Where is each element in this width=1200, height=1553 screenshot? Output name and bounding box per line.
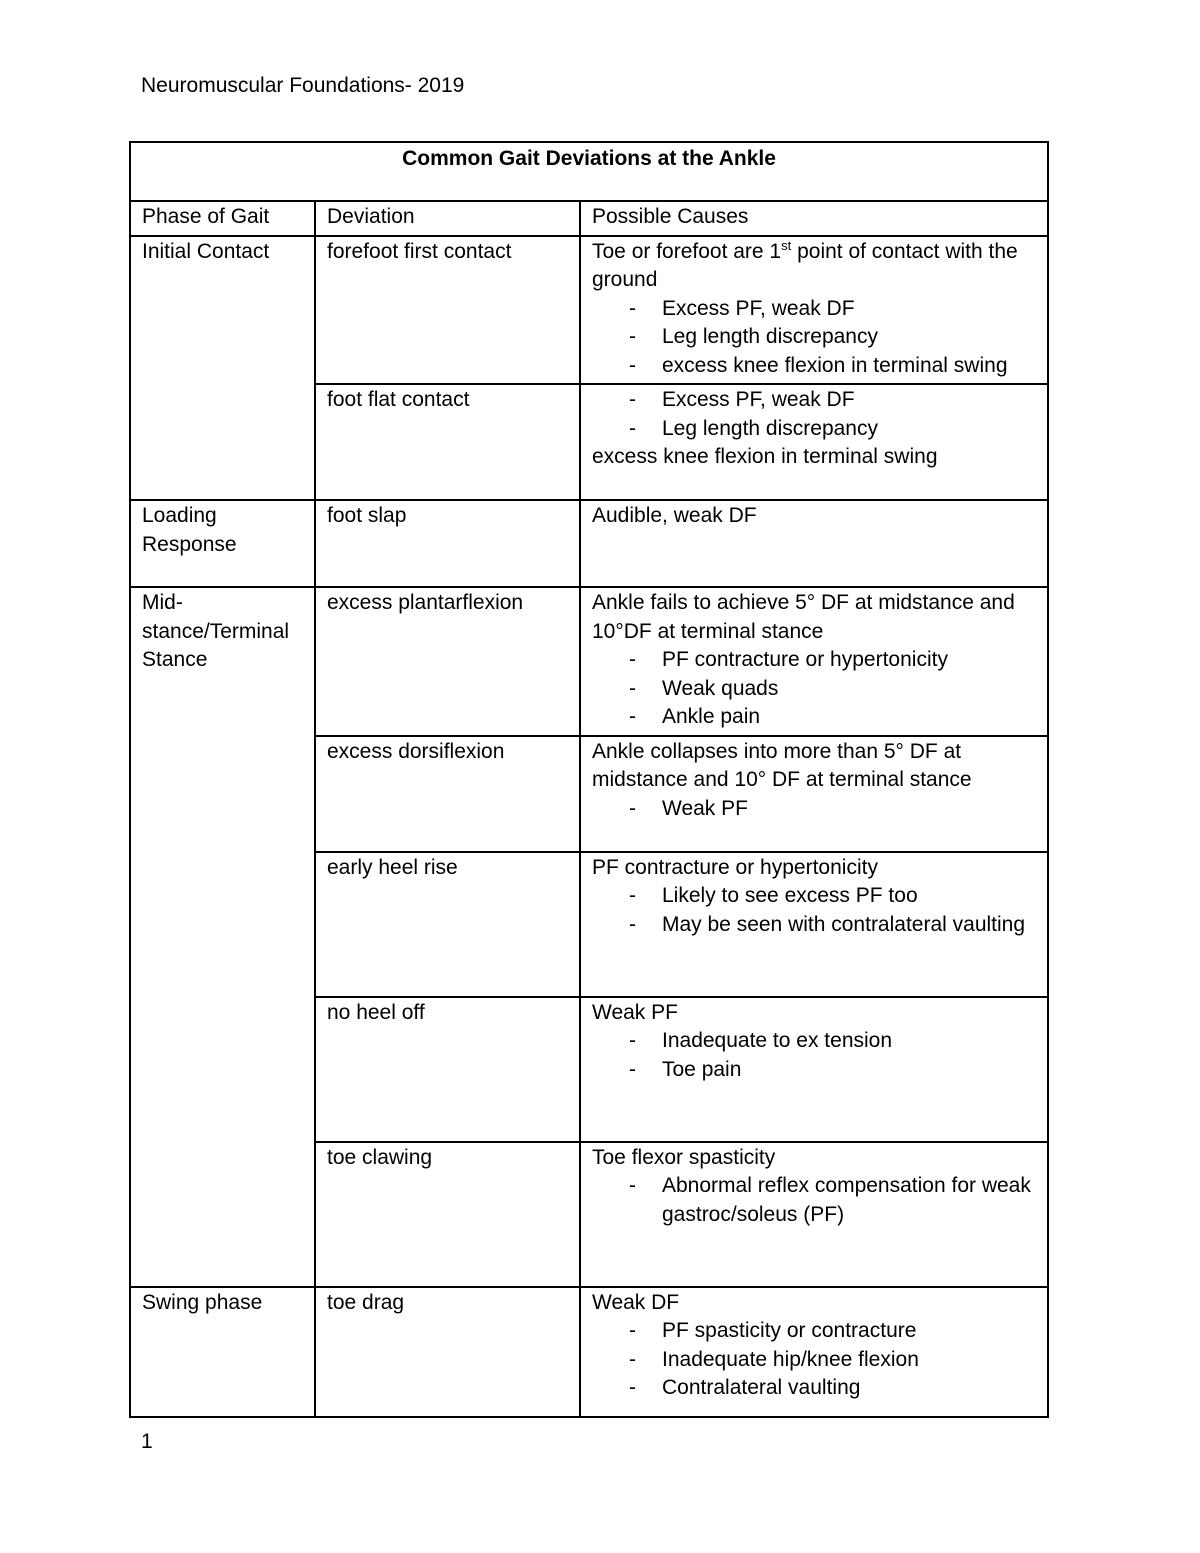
cause-list	[592, 386, 1036, 443]
causes-cell	[580, 997, 1048, 1142]
cause-text: Toe or forefoot are 1st point of contact with the ground	[592, 237, 1018, 291]
cause-list	[592, 1172, 1036, 1229]
phase-cell: Swing phase	[130, 1287, 315, 1417]
cause-list	[592, 646, 1036, 732]
causes-cell	[580, 852, 1048, 997]
table-title-row	[130, 142, 1048, 201]
causes-cell: Audible, weak DF	[580, 500, 1048, 587]
list-item: - Inadequate hip/knee flexion	[662, 1346, 1036, 1375]
column-header-causes: Possible Causes	[580, 201, 1048, 236]
phase-cell: Initial Contact	[130, 236, 315, 501]
list-item: - Contralateral vaulting	[662, 1374, 1036, 1403]
cause-text: Ankle collapses into more than 5° DF at midstance and 10° DF at terminal stance	[592, 739, 972, 791]
column-header-phase: Phase of Gait	[130, 201, 315, 236]
causes-cell	[580, 1142, 1048, 1287]
page-header: Neuromuscular Foundations- 2019	[141, 74, 465, 97]
list-item: - Leg length discrepancy	[662, 323, 1036, 352]
list-item: - Inadequate to ex tension	[662, 1027, 1036, 1056]
list-item: - Abnormal reflex compensation for weak gastroc/soleus (PF)	[662, 1172, 1036, 1229]
table-row	[130, 500, 1048, 587]
column-header-deviation: Deviation	[315, 201, 580, 236]
table-header-row	[130, 201, 1048, 236]
phase-cell: Loading Response	[130, 500, 315, 587]
list-item: - Weak PF	[662, 795, 1036, 824]
page-number: 1	[141, 1430, 153, 1453]
phase-cell: Mid-stance/Terminal Stance	[130, 587, 315, 1287]
list-item: - May be seen with contralateral vaulting	[662, 911, 1036, 940]
list-item: - excess knee flexion in terminal swing	[662, 352, 1036, 381]
list-item: - Excess PF, weak DF	[662, 295, 1036, 324]
cause-text: excess knee flexion in terminal swing	[592, 445, 938, 468]
causes-cell	[580, 736, 1048, 852]
table-title: Common Gait Deviations at the Ankle	[130, 142, 1048, 201]
cause-list	[592, 795, 1036, 824]
causes-cell	[580, 384, 1048, 500]
list-item: - Likely to see excess PF too	[662, 882, 1036, 911]
list-item: - Toe pain	[662, 1056, 1036, 1085]
cause-list	[592, 295, 1036, 381]
table-row	[130, 587, 1048, 736]
cause-list	[592, 1027, 1036, 1084]
deviation-cell: excess plantarflexion	[315, 587, 580, 736]
deviation-cell: excess dorsiflexion	[315, 736, 580, 852]
list-item: - Weak quads	[662, 675, 1036, 704]
deviation-cell: no heel off	[315, 997, 580, 1142]
cause-text: Ankle fails to achieve 5° DF at midstance and 10°DF at terminal stance	[592, 591, 1015, 643]
list-item: - PF spasticity or contracture	[662, 1317, 1036, 1346]
table-row	[130, 1287, 1048, 1417]
causes-cell	[580, 1287, 1048, 1417]
table-row	[130, 236, 1048, 385]
deviation-cell: toe clawing	[315, 1142, 580, 1287]
deviation-cell: foot slap	[315, 500, 580, 587]
list-item: - Excess PF, weak DF	[662, 386, 1036, 415]
cause-text: Weak DF	[592, 1290, 680, 1314]
cause-text: PF contracture or hypertonicity	[592, 855, 878, 879]
cause-text: Weak PF	[592, 1000, 678, 1024]
causes-cell	[580, 236, 1048, 385]
list-item: - PF contracture or hypertonicity	[662, 646, 1036, 675]
deviation-cell: foot flat contact	[315, 384, 580, 500]
list-item: - Leg length discrepancy	[662, 415, 1036, 444]
cause-list	[592, 1317, 1036, 1403]
cause-text: Toe flexor spasticity	[592, 1145, 776, 1169]
gait-deviations-table	[129, 141, 1049, 1418]
cause-list	[592, 882, 1036, 939]
list-item: - Ankle pain	[662, 703, 1036, 732]
causes-cell	[580, 587, 1048, 736]
deviation-cell: toe drag	[315, 1287, 580, 1417]
deviation-cell: early heel rise	[315, 852, 580, 997]
deviation-cell: forefoot first contact	[315, 236, 580, 385]
